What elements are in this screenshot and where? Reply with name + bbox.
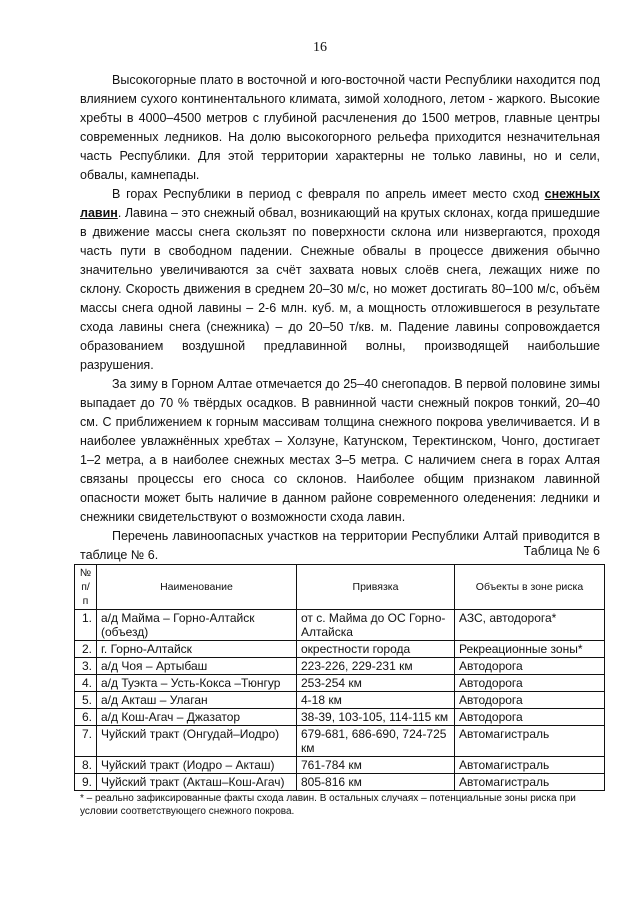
table-row: [75, 757, 605, 774]
paragraph-2-rest: . Лавина – это снежный обвал, возникающий на крутых склонах, когда пришедшие в движение массы снега скользят по поверхности склона или низвергаются, проходя часть пути в свободном падении. Снежные обвалы в процессе движения обычно значительно увеличиваются за счёт захвата новых слоёв снега, лежащих ниже по склону. Скорость движения в среднем 20–30 м/с, но может достигать 80–100 м/с, объём массы снега одной лавины – 2-6 млн. куб. м, а мощность отложившегося в результате схода лавины снега (снежника) – до 20–50 т/кв. м. Падение лавины сопровождается образованием воздушной предлавинной волны, производящей наибольшие разрушения.: [80, 206, 600, 372]
table-header-row: [75, 565, 605, 610]
risk-objects: Автомагистраль: [455, 774, 605, 791]
row-number: 4.: [75, 675, 97, 692]
risk-objects: Автодорога: [455, 709, 605, 726]
paragraph-4: Перечень лавиноопасных участков на территории Республики Алтай приводится в таблице № 6.: [80, 529, 600, 562]
risk-objects: Автодорога: [455, 675, 605, 692]
row-number: 6.: [75, 709, 97, 726]
header-risk-objects: Объекты в зоне риска: [455, 565, 605, 610]
table-body: [75, 610, 605, 791]
risk-objects: Автодорога: [455, 692, 605, 709]
paragraph-3: За зиму в Горном Алтае отмечается до 25–40 снегопадов. В первой половине зимы выпадает до 70 % твёрдых осадков. В равнинной части снежный покров тонкий, 20–40 см. С приближением к горным массивам толщина снежного покрова увеличивается. И в наиболее увлажнённых хребтах – Холзуне, Катунском, Теректинском, Чонго, достигает 1–2 метра, а в наиболее снежных местах 3–5 метра. С наличием снега в горах Алтая связаны процессы его сноса со склонов. Наиболее общим признаком лавинной опасности может быть наличие в данном районе современного оледенения: ледники и снежники свидетельствуют о возможности схода лавин.: [80, 377, 600, 524]
site-name: а/д Туэкта – Усть-Кокса –Тюнгур: [97, 675, 297, 692]
site-location: 805-816 км: [297, 774, 455, 791]
site-name: Чуйский тракт (Онгудай–Иодро): [97, 726, 297, 757]
row-number: 7.: [75, 726, 97, 757]
table-row: [75, 658, 605, 675]
row-number: 2.: [75, 641, 97, 658]
body-text: [80, 71, 600, 565]
site-location: 38-39, 103-105, 114-115 км: [297, 709, 455, 726]
site-name: а/д Чоя – Артыбаш: [97, 658, 297, 675]
site-name: г. Горно-Алтайск: [97, 641, 297, 658]
page-number: 16: [313, 40, 327, 55]
site-location: 4-18 км: [297, 692, 455, 709]
header-name: Наименование: [97, 565, 297, 610]
table-row: [75, 610, 605, 641]
site-name: а/д Акташ – Улаган: [97, 692, 297, 709]
risk-objects: Автодорога: [455, 658, 605, 675]
risk-objects: АЗС, автодорога*: [455, 610, 605, 641]
header-number: № п/п: [75, 565, 97, 610]
site-location: 253-254 км: [297, 675, 455, 692]
site-location: 679-681, 686-690, 724-725 км: [297, 726, 455, 757]
table-row: [75, 774, 605, 791]
paragraph-2: [80, 185, 600, 375]
paragraph-1: Высокогорные плато в восточной и юго-восточной части Республики находится под влиянием сухого континентального климата, зимой холодного, летом - жаркого. Высокие хребты в 4000–4500 метров с глубиной расчленения до 1500 метров, главные центры современных ледников. На долю высокогорного рельефа приходится незначительная часть Республики. Для этой территории характерны не только лавины, но и сели, обвалы, камнепады.: [80, 73, 600, 182]
site-location: 223-226, 229-231 км: [297, 658, 455, 675]
risk-objects: Рекреационные зоны*: [455, 641, 605, 658]
table-row: [75, 726, 605, 757]
row-number: 9.: [75, 774, 97, 791]
term-snow-avalanches: снежных лавин: [80, 187, 600, 220]
table-row: [75, 641, 605, 658]
site-name: Чуйский тракт (Иодро – Акташ): [97, 757, 297, 774]
site-location: 761-784 км: [297, 757, 455, 774]
row-number: 8.: [75, 757, 97, 774]
header-location: Привязка: [297, 565, 455, 610]
site-name: Чуйский тракт (Акташ–Кош-Агач): [97, 774, 297, 791]
site-name: а/д Майма – Горно-Алтайск (объезд): [97, 610, 297, 641]
table-caption: Таблица № 6: [523, 544, 600, 558]
table-row: [75, 709, 605, 726]
risk-objects: Автомагистраль: [455, 726, 605, 757]
site-location: окрестности города: [297, 641, 455, 658]
avalanche-sites-table: [74, 564, 605, 791]
row-number: 3.: [75, 658, 97, 675]
row-number: 5.: [75, 692, 97, 709]
risk-objects: Автомагистраль: [455, 757, 605, 774]
footnote: * – реально зафиксированные факты схода лавин. В остальных случаях – потенциальные зоны риска при условии соответствующего снежного покрова.: [80, 793, 576, 817]
site-location: от с. Майма до ОС Горно-Алтайска: [297, 610, 455, 641]
site-name: а/д Кош-Агач – Джазатор: [97, 709, 297, 726]
row-number: 1.: [75, 610, 97, 641]
table-row: [75, 675, 605, 692]
table-row: [75, 692, 605, 709]
paragraph-2-lead: В горах Республики в период с февраля по апрель имеет место сход: [112, 187, 545, 201]
